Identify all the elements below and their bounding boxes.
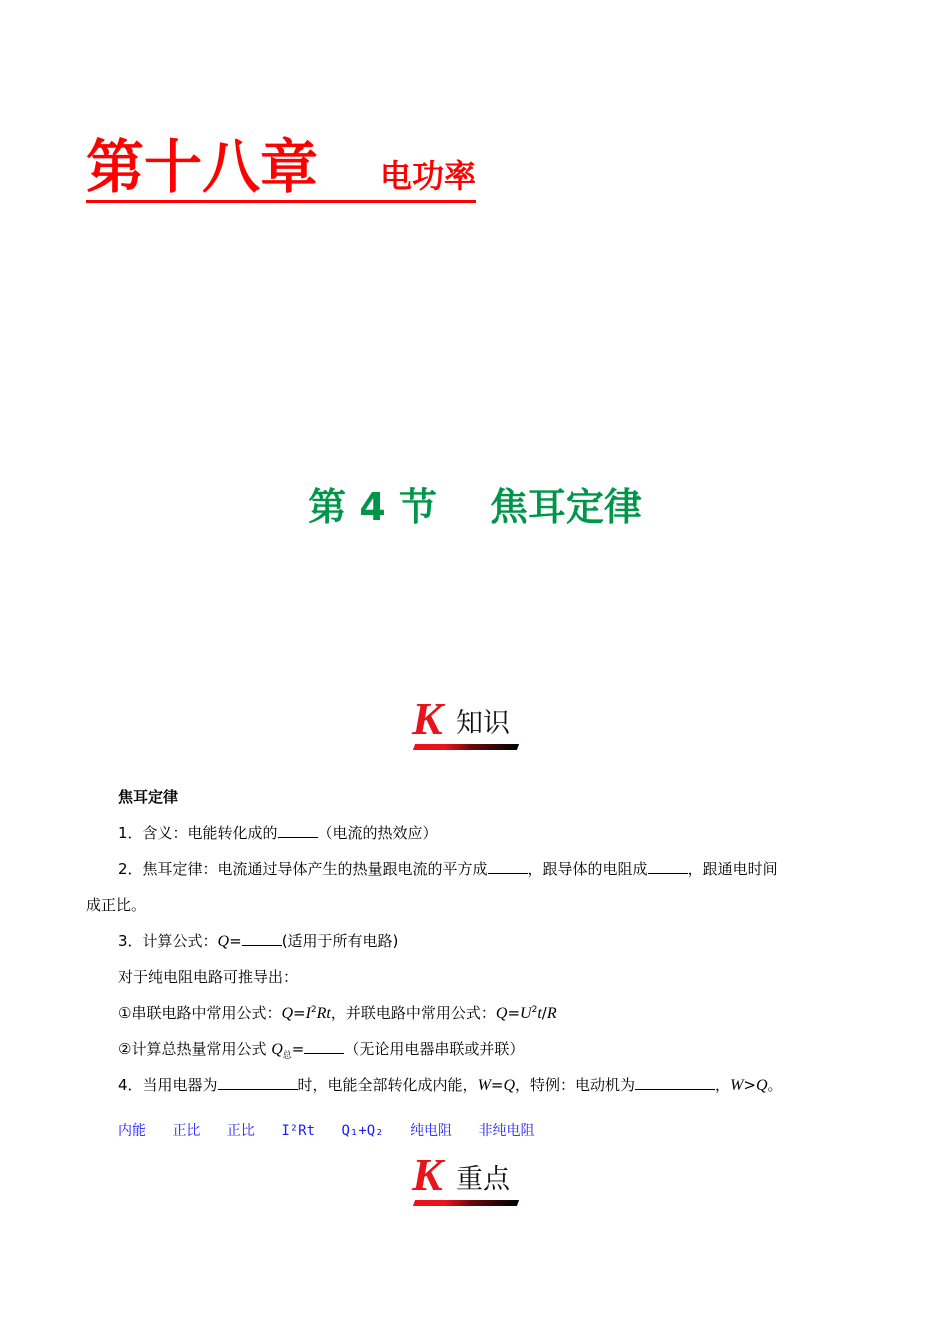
answer-5: Q₁+Q₂ <box>341 1123 384 1139</box>
item-4: 4．当用电器为 时，电能全部转化成内能，W=Q，特例：电动机为 ，W>Q。 <box>118 1076 783 1094</box>
item-2-continued: 成正比。 <box>86 896 147 914</box>
chapter-subtitle: 电功率 <box>380 157 477 195</box>
blank-4 <box>242 931 282 946</box>
answer-3: 正比 <box>226 1123 255 1139</box>
answer-6: 纯电阻 <box>410 1123 453 1139</box>
badge-underline <box>413 744 519 750</box>
chapter-title <box>86 133 477 203</box>
knowledge-label: 知识 <box>456 708 510 739</box>
key-points-label: 重点 <box>456 1164 510 1195</box>
blank-3 <box>648 859 688 874</box>
blank-1 <box>278 823 318 838</box>
knowledge-badge <box>410 693 520 754</box>
chapter-number: 第十八章 <box>86 133 319 201</box>
series-parallel-formulas: ①串联电路中常用公式：$Q=I^2Rt$，并联电路中常用公式：$Q=U^2t/R$ <box>118 1004 557 1022</box>
blank-2 <box>488 859 528 874</box>
item-3: 3．计算公式：Q= (适用于所有电路) <box>118 932 399 950</box>
item-2: 2．焦耳定律：电流通过导体产生的热量跟电流的平方成 ，跟导体的电阻成 ，跟通电时间 <box>118 860 778 878</box>
answer-7: 非纯电阻 <box>478 1123 535 1139</box>
section-title <box>0 476 950 531</box>
topic-heading: 焦耳定律 <box>118 788 179 806</box>
answer-1: 内能 <box>118 1123 146 1139</box>
k-logo-icon: K <box>412 693 443 744</box>
answer-4: I²Rt <box>281 1123 316 1139</box>
pure-resistor-intro: 对于纯电阻电路可推导出： <box>118 968 299 986</box>
total-heat-formula: ②计算总热量常用公式 $Q_总=$ （无论用电器串联或并联） <box>118 1040 525 1061</box>
k-logo-icon: K <box>412 1149 443 1200</box>
badge-underline <box>413 1200 519 1206</box>
key-points-badge <box>410 1149 520 1210</box>
answer-2: 正比 <box>172 1123 201 1139</box>
blank-5 <box>304 1039 344 1054</box>
blank-6 <box>218 1075 298 1090</box>
section-name: 焦耳定律 <box>489 485 642 529</box>
section-number: 第 4 节 <box>308 485 437 529</box>
answer-key <box>118 1120 553 1140</box>
item-1: 1．含义：电能转化成的 （电流的热效应） <box>118 824 438 842</box>
blank-7 <box>635 1075 715 1090</box>
